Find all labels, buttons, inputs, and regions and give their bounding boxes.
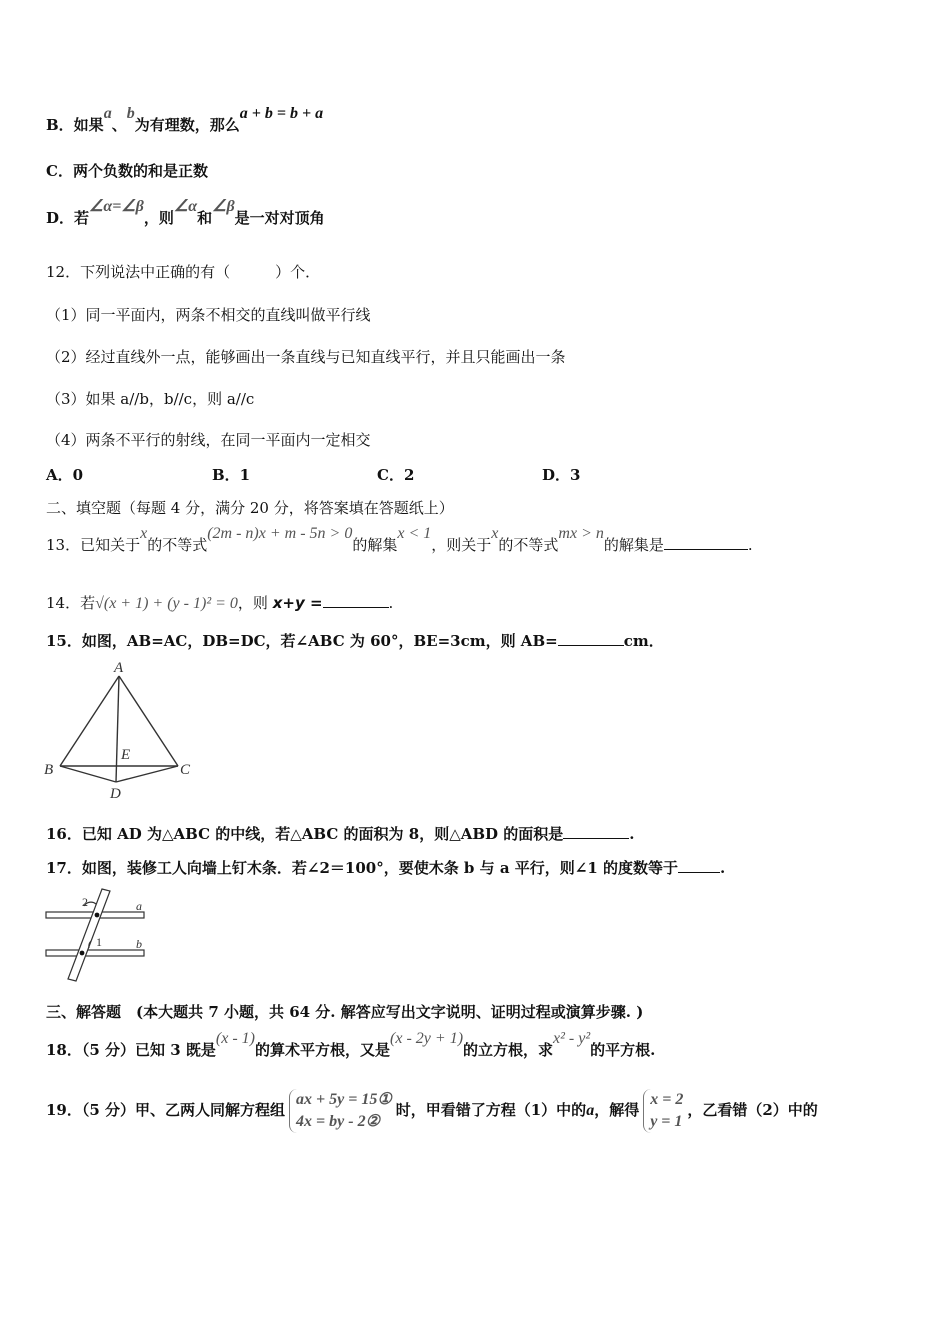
q19-text-3: ，乙看错（2）中的 (687, 1101, 818, 1119)
solution-y: y = 1 (650, 1113, 683, 1130)
nail-bottom (80, 951, 85, 956)
nail-top (95, 913, 100, 918)
q13-end: . (747, 536, 753, 554)
option-d (46, 198, 325, 229)
q16-text: 16．已知 AD 为△ABC 的中线，若△ABC 的面积为 8，则△ABD 的面积是 (46, 825, 564, 843)
angle-alpha: ∠α (173, 198, 198, 215)
expression-x-plus-y: x+y = (272, 594, 323, 612)
q15-text: 15．如图，AB=AC，DB=DC，若∠ABC 为 60°，BE=3cm，则 AB= (46, 632, 558, 650)
equation-system (289, 1089, 392, 1133)
label-angle-1: 1 (96, 935, 102, 949)
expression-x-minus-1: (x - 1) (215, 1030, 256, 1047)
q13-text-3: ，则关于 (431, 536, 492, 554)
conjunction: 和 (197, 209, 213, 227)
equation-2: 4x = by - 2② (296, 1113, 380, 1130)
label-c: C (180, 762, 191, 778)
equation-1: ax + 5y = 15① (296, 1091, 392, 1108)
segment-ab (60, 676, 119, 766)
q14-text: ，则 (237, 594, 268, 612)
q15 (46, 631, 664, 651)
option-d-post: 是一对对顶角 (234, 209, 325, 227)
label-a: a (136, 899, 142, 913)
option-b-prefix: B．如果 (46, 116, 104, 134)
inequality-2: mx > n (558, 525, 604, 542)
answer-blank[interactable] (664, 535, 748, 550)
q18-text-3: 的平方根. (590, 1041, 656, 1059)
strip-b (46, 950, 144, 956)
q17-end: . (720, 859, 726, 877)
q12-option-d: D．3 (542, 466, 581, 484)
q12-statement-1: （1）同一平面内，两条不相交的直线叫做平行线 (46, 306, 371, 324)
var-x: x (140, 525, 148, 542)
q12-stem: 12．下列说法中正确的有（ ）个． (46, 263, 321, 281)
label-b: B (44, 762, 54, 778)
answer-blank[interactable] (558, 631, 624, 646)
q13 (46, 525, 753, 556)
option-b-mid: 为有理数，那么 (134, 116, 240, 134)
q14-end: . (388, 594, 394, 612)
q16 (46, 824, 635, 844)
q12-option-c: C．2 (377, 466, 415, 484)
q17-text: 17．如图，装修工人向墙上钉木条．若∠2＝100°，要使木条 b 与 a 平行，则∠1 的度数等于 (46, 859, 679, 877)
q19 (46, 1084, 818, 1137)
var-x: x (491, 525, 499, 542)
q13-text-1: 的不等式 (147, 536, 208, 554)
q19-prefix: 19．（5 分）甲、乙两人同解方程组 (46, 1101, 286, 1119)
answer-blank[interactable] (563, 824, 629, 839)
q15-unit: cm． (623, 632, 664, 650)
q16-end: . (629, 825, 635, 843)
q18-text-2: 的立方根，求 (463, 1041, 554, 1059)
label-e: E (121, 747, 131, 763)
q12-statement-3: （3）如果 a//b，b//c，则 a//c (46, 390, 255, 408)
label-d: D (110, 786, 121, 802)
section-2-heading: 二、填空题（每题 4 分，满分 20 分，将答案填在答题纸上） (46, 499, 454, 517)
formula-commutative: a + b = b + a (239, 105, 324, 122)
var-a: a (103, 105, 112, 122)
segment-cd (116, 766, 178, 782)
solution-system (643, 1089, 683, 1133)
q12-option-a: A．0 (46, 466, 84, 484)
q12-option-b: B．1 (212, 466, 251, 484)
section-3-heading: 三、解答题 (本大题共 7 小题，共 64 分. 解答应写出文字说明、证明过程或演算步骤. ) (46, 1003, 644, 1021)
option-c: C．两个负数的和是正数 (46, 162, 208, 180)
option-b (46, 105, 324, 136)
label-a: A (114, 660, 124, 676)
q13-text-5: 的解集是 (603, 536, 664, 554)
q19-text-2: ，解得 (594, 1101, 640, 1119)
expression-x2-minus-y2: x² - y² (553, 1030, 591, 1047)
answer-blank[interactable] (678, 858, 720, 873)
equation: √(x + 1) + (y - 1)² = 0 (95, 595, 238, 612)
angle-equation: ∠α=∠β (89, 198, 144, 215)
label-b: b (136, 937, 142, 951)
q13-text-2: 的解集 (352, 536, 398, 554)
segment-bd (60, 766, 116, 782)
q13-text-4: 的不等式 (498, 536, 559, 554)
var-a: a (586, 1102, 595, 1119)
q14-prefix: 14．若 (46, 594, 96, 612)
q13-prefix: 13．已知关于 (46, 536, 141, 554)
angle-beta: ∠β (212, 198, 235, 215)
q14 (46, 593, 393, 614)
solution-x: x = 2 (650, 1091, 684, 1108)
separator: 、 (111, 116, 127, 134)
q18-text-1: 的算术平方根，又是 (255, 1041, 391, 1059)
inequality-1: (2m - n)x + m - 5n > 0 (207, 525, 353, 542)
label-angle-2: 2 (82, 895, 88, 909)
answer-blank[interactable] (323, 593, 389, 608)
q19-text-1: 时，甲看错了方程（1）中的 (395, 1101, 587, 1119)
q18 (46, 1030, 656, 1061)
option-d-prefix: D．若 (46, 209, 90, 227)
expression-x-minus-2y-plus-1: (x - 2y + 1) (390, 1030, 464, 1047)
q12-statement-2: （2）经过直线外一点，能够画出一条直线与已知直线平行，并且只能画出一条 (46, 348, 566, 366)
wood-strips-figure (40, 884, 160, 984)
solution-set: x < 1 (397, 525, 432, 542)
triangle-figure (40, 658, 200, 804)
option-d-mid: ，则 (143, 209, 174, 227)
q12-statement-4: （4）两条不平行的射线，在同一平面内一定相交 (46, 431, 371, 449)
var-b: b (126, 105, 135, 122)
q18-prefix: 18．（5 分）已知 3 既是 (46, 1041, 216, 1059)
q17 (46, 858, 725, 878)
